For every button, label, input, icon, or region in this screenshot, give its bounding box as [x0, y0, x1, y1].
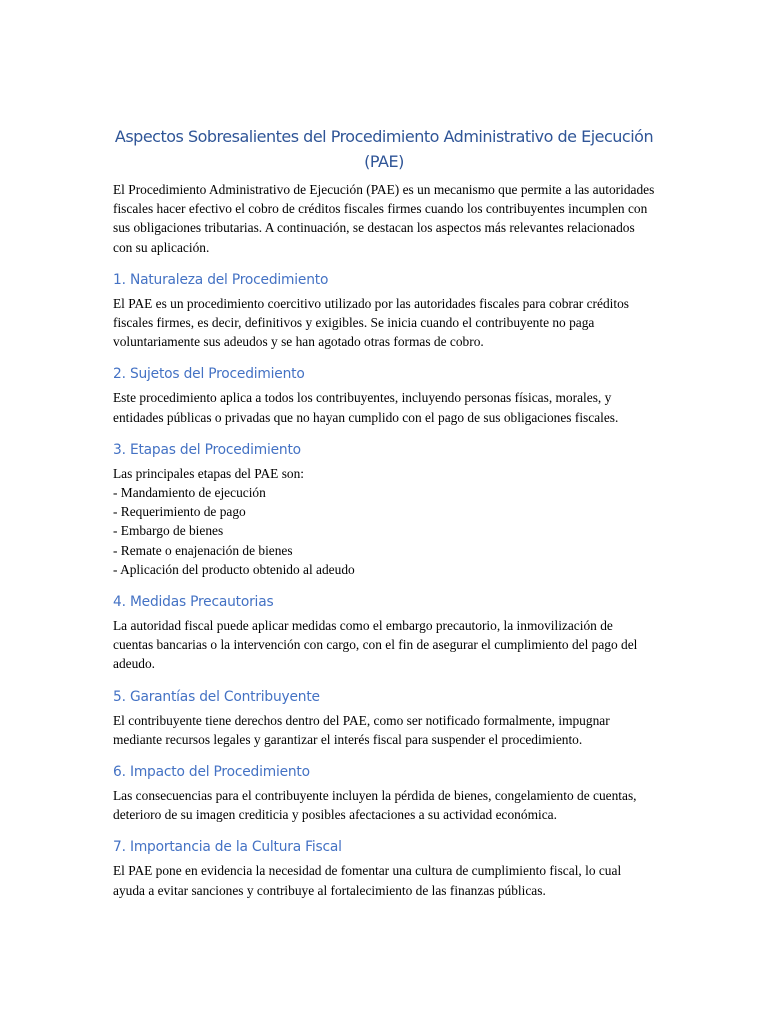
- section-body-impacto: Las consecuencias para el contribuyente incluyen la pérdida de bienes, congelamiento de cuentas, deterioro de su imagen crediticia y posibles afectaciones a su actividad económica.: [113, 788, 637, 823]
- section-body-naturaleza: El PAE es un procedimiento coercitivo utilizado por las autoridades fiscales para cobrar créditos fiscales firmes, es decir, definitivos y exigibles. Se inicia cuando el contribuyente no paga voluntariamente sus adeudos y se han agotado otras formas de cobro.: [113, 295, 629, 350]
- list-item: - Embargo de bienes: [113, 523, 224, 539]
- etapas-list: [113, 483, 655, 579]
- intro-paragraph: El Procedimiento Administrativo de Ejecución (PAE) es un mecanismo que permite a las autoridades fiscales hacer efectivo el cobro de créditos fiscales firmes cuando los contribuyentes incumplen con sus obligaciones tributarias. A continuación, se destacan los aspectos más relevantes relacionados con su aplicación.: [113, 182, 655, 255]
- list-item: - Aplicación del producto obtenido al adeudo: [113, 561, 355, 577]
- section-heading-etapas: 3. Etapas del Procedimiento: [113, 441, 301, 458]
- section-heading-garantias: 5. Garantías del Contribuyente: [113, 688, 320, 705]
- section-heading-sujetos: 2. Sujetos del Procedimiento: [113, 366, 305, 383]
- section-body-garantias: El contribuyente tiene derechos dentro del PAE, como ser notificado formalmente, impugnar mediante recursos legales y garantizar el interés fiscal para suspender el procedimiento.: [113, 712, 610, 747]
- section-heading-naturaleza: 1. Naturaleza del Procedimiento: [113, 271, 329, 288]
- list-item: - Remate o enajenación de bienes: [113, 542, 293, 558]
- section-body-etapas: Las principales etapas del PAE son:: [113, 465, 305, 481]
- section-body-cultura: El PAE pone en evidencia la necesidad de fomentar una cultura de cumplimiento fiscal, lo cual ayuda a evitar sanciones y contribuye al fortalecimiento de las finanzas públicas.: [113, 863, 622, 898]
- section-heading-medidas: 4. Medidas Precautorias: [113, 594, 274, 611]
- section-body-medidas: La autoridad fiscal puede aplicar medidas como el embargo precautorio, la inmovilización de cuentas bancarias o la intervención con cargo, con el fin de asegurar el cumplimiento del pago del adeudo.: [113, 618, 638, 672]
- list-item: - Mandamiento de ejecución: [113, 485, 266, 501]
- list-item: - Requerimiento de pago: [113, 504, 246, 520]
- document-page: [113, 120, 655, 900]
- section-heading-impacto: 6. Impacto del Procedimiento: [113, 764, 310, 781]
- section-body-sujetos: Este procedimiento aplica a todos los contribuyentes, incluyendo personas físicas, morales, y entidades públicas o privadas que no hayan cumplido con el pago de sus obligaciones fiscales.: [113, 390, 619, 425]
- document-title: Aspectos Sobresalientes del Procedimiento Administrativo de Ejecución (PAE): [114, 127, 654, 171]
- section-heading-cultura: 7. Importancia de la Cultura Fiscal: [113, 839, 342, 856]
